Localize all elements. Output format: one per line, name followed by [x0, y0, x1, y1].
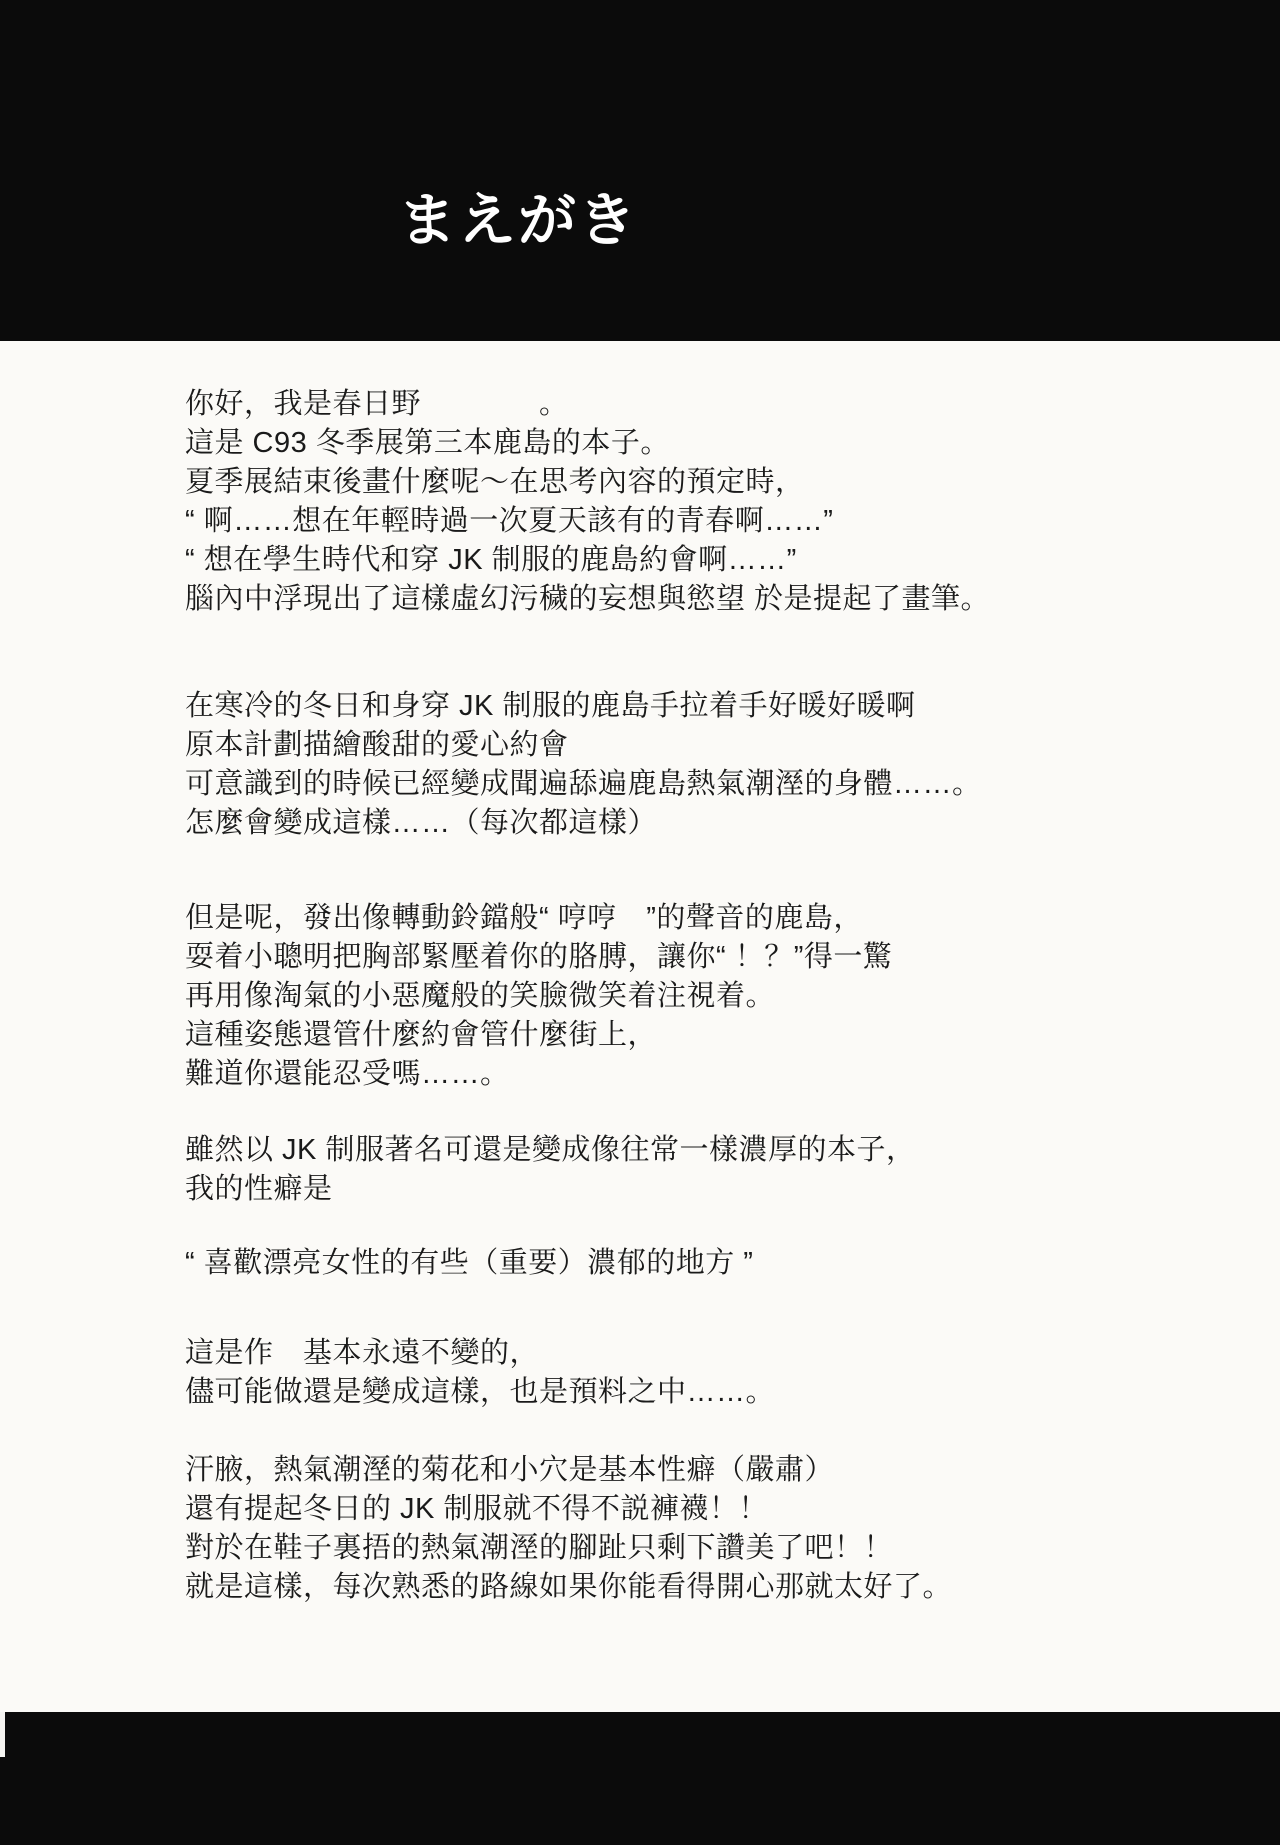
text-line: 我的性癖是	[185, 1173, 333, 1205]
text-line: 這是 C93 冬季展第三本鹿島的本子。	[185, 427, 670, 459]
text-line: “ 喜歡漂亮女性的有些（重要）濃郁的地方 ”	[185, 1247, 754, 1279]
paragraph-intro	[185, 385, 1280, 619]
text-line: 對於在鞋子裏捂的熱氣潮溼的腳趾只剩下讚美了吧！！	[185, 1532, 894, 1564]
text-line: 這是作 基本永遠不變的，	[185, 1337, 540, 1369]
text-line: 怎麼會變成這樣……（每次都這樣）	[185, 807, 658, 839]
scan-edge-artifact	[0, 1712, 5, 1757]
bottom-black-band	[0, 1712, 1280, 1845]
text-line: 儘可能做還是變成這樣，也是預料之中……。	[185, 1376, 776, 1408]
page-title: まえがき	[398, 188, 639, 253]
text-line: “ 啊……想在年輕時過一次夏天該有的青春啊……”	[185, 505, 834, 537]
text-line: 你好，我是春日野 。	[185, 388, 569, 420]
text-line: 可意識到的時候已經變成聞遍舔遍鹿島熱氣潮溼的身體……。	[185, 768, 982, 800]
paragraph-kashima	[185, 899, 1280, 1094]
paragraph-fetish-intro	[185, 1131, 1280, 1209]
text-line: 腦內中浮現出了這樣虛幻污穢的妄想與慾望 於是提起了畫筆。	[185, 583, 991, 615]
text-line: 難道你還能忍受嗎……。	[185, 1058, 510, 1090]
text-line: 就是這樣，每次熟悉的路線如果你能看得開心那就太好了。	[185, 1571, 953, 1603]
text-line: 雖然以 JK 制服著名可還是變成像往常一樣濃厚的本子，	[185, 1134, 916, 1166]
paragraph-quote	[185, 1244, 1280, 1283]
text-line: 夏季展結束後畫什麼呢～在思考內容的預定時，	[185, 466, 805, 498]
top-black-band	[0, 0, 1280, 341]
text-line: 原本計劃描繪酸甜的愛心約會	[185, 729, 569, 761]
text-line: 在寒冷的冬日和身穿 JK 制服的鹿島手拉着手好暖好暖啊	[185, 690, 916, 722]
preface-body	[0, 341, 1280, 1607]
text-line: 再用像淘氣的小惡魔般的笑臉微笑着注視着。	[185, 980, 776, 1012]
text-line: 但是呢，發出像轉動鈴鐺般“ 哼哼 ”的聲音的鹿島，	[185, 902, 863, 934]
paragraph-closing	[185, 1451, 1280, 1607]
text-line: 耍着小聰明把胸部緊壓着你的胳膊，讓你“ ！？”得一驚	[185, 941, 893, 973]
text-line: 這種姿態還管什麼約會管什麼街上，	[185, 1019, 658, 1051]
text-line: “ 想在學生時代和穿 JK 制服的鹿島約會啊……”	[185, 544, 797, 576]
text-line: 還有提起冬日的 JK 制服就不得不説褲襪！！	[185, 1493, 768, 1525]
text-line: 汗腋，熱氣潮溼的菊花和小穴是基本性癖（嚴肅）	[185, 1454, 835, 1486]
paragraph-unchanging	[185, 1334, 1280, 1412]
paragraph-winter-date	[185, 687, 1280, 843]
